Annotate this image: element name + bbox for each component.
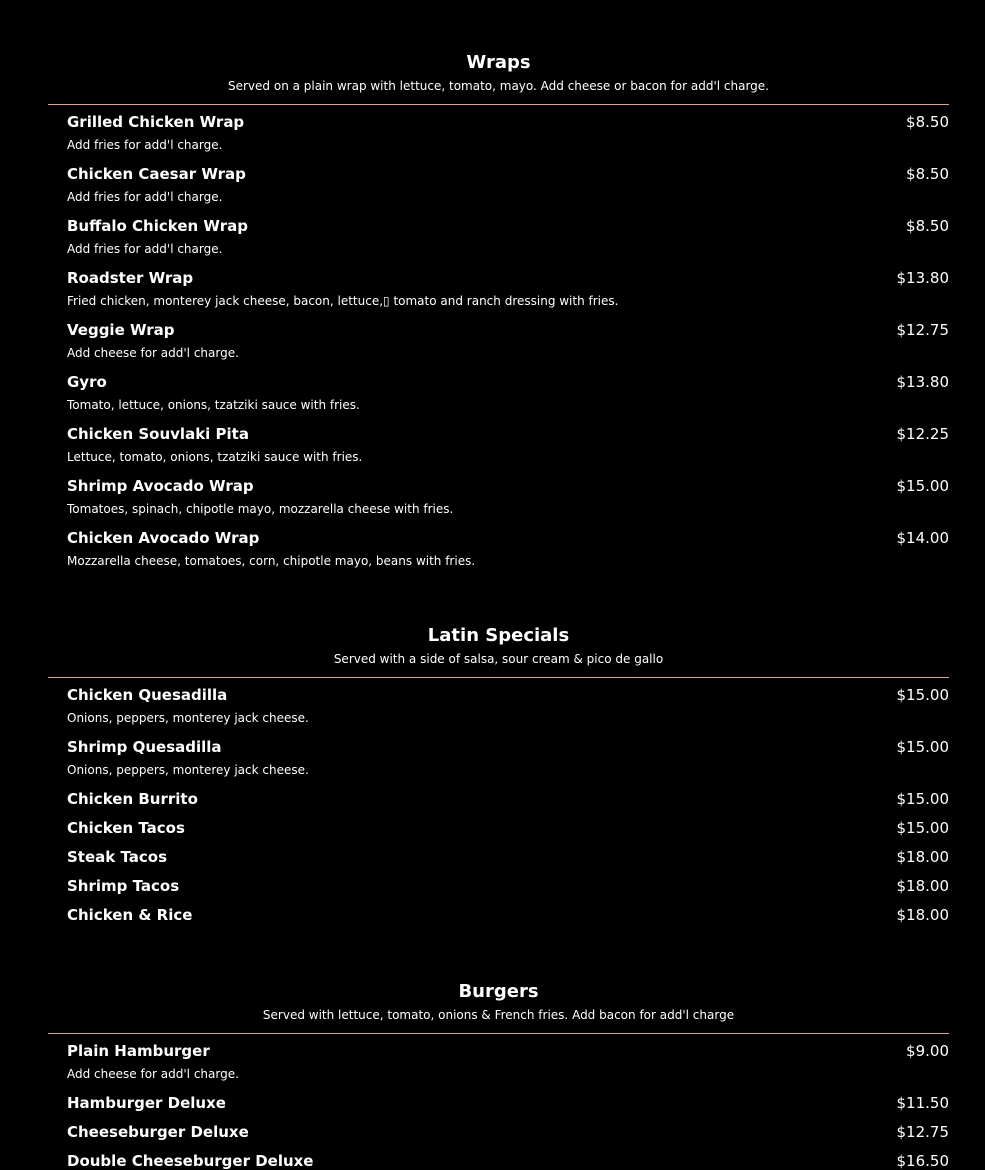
- item-name: Roadster Wrap: [67, 269, 194, 287]
- item-name: Double Cheeseburger Deluxe: [67, 1152, 314, 1170]
- item-price: $18.00: [896, 906, 949, 924]
- item-name: Plain Hamburger: [67, 1042, 210, 1060]
- item-price: $15.00: [896, 686, 949, 704]
- item-price: $12.25: [896, 425, 949, 443]
- item-name: Chicken Caesar Wrap: [67, 165, 246, 183]
- menu-item[interactable]: [48, 738, 949, 778]
- item-name: Cheeseburger Deluxe: [67, 1123, 249, 1141]
- menu-item[interactable]: [48, 819, 949, 837]
- menu-item[interactable]: [48, 1123, 949, 1141]
- item-name: Chicken Tacos: [67, 819, 185, 837]
- item-price: $16.50: [896, 1152, 949, 1170]
- menu-item[interactable]: [48, 269, 949, 309]
- section-header: [48, 625, 949, 667]
- item-price: $15.00: [896, 477, 949, 495]
- menu-item[interactable]: [48, 877, 949, 895]
- item-description: Fried chicken, monterey jack cheese, bacon, lettuce,▯ tomato and ranch dressing with fries.: [67, 294, 619, 308]
- section-divider: [48, 104, 949, 105]
- item-name: Shrimp Avocado Wrap: [67, 477, 254, 495]
- menu-item[interactable]: [48, 373, 949, 413]
- item-description: Add fries for add'l charge.: [67, 138, 223, 152]
- section-divider: [48, 1033, 949, 1034]
- item-price: $18.00: [896, 848, 949, 866]
- item-name: Steak Tacos: [67, 848, 168, 866]
- item-name: Shrimp Quesadilla: [67, 738, 222, 756]
- item-price: $11.50: [896, 1094, 949, 1112]
- menu-item[interactable]: [48, 1152, 949, 1170]
- item-price: $8.50: [906, 217, 949, 235]
- item-description: Onions, peppers, monterey jack cheese.: [67, 711, 309, 725]
- item-name: Chicken & Rice: [67, 906, 193, 924]
- section-title: Latin Specials: [427, 625, 570, 646]
- section-latin-specials: [48, 569, 949, 924]
- item-price: $9.00: [906, 1042, 949, 1060]
- section-burgers: [48, 924, 949, 1170]
- section-wraps: [48, 0, 949, 569]
- item-description: Lettuce, tomato, onions, tzatziki sauce with fries.: [67, 450, 363, 464]
- item-price: $8.50: [906, 165, 949, 183]
- menu-item[interactable]: [48, 321, 949, 361]
- section-title: Wraps: [466, 52, 531, 73]
- item-name: Chicken Souvlaki Pita: [67, 425, 249, 443]
- item-price: $14.00: [896, 529, 949, 547]
- section-title: Burgers: [458, 981, 539, 1002]
- item-price: $15.00: [896, 819, 949, 837]
- item-name: Grilled Chicken Wrap: [67, 113, 245, 131]
- item-price: $15.00: [896, 790, 949, 808]
- item-description: Add cheese for add'l charge.: [67, 1067, 239, 1081]
- item-price: $18.00: [896, 877, 949, 895]
- menu-item[interactable]: [48, 165, 949, 205]
- section-header: [48, 52, 949, 94]
- menu-item[interactable]: [48, 906, 949, 924]
- item-name: Veggie Wrap: [67, 321, 175, 339]
- item-description: Onions, peppers, monterey jack cheese.: [67, 763, 309, 777]
- menu: [48, 0, 949, 1170]
- item-description: Add fries for add'l charge.: [67, 190, 223, 204]
- section-description: Served on a plain wrap with lettuce, tomato, mayo. Add cheese or bacon for add'l charge.: [228, 79, 769, 93]
- section-description: Served with a side of salsa, sour cream & pico de gallo: [333, 652, 664, 666]
- menu-item[interactable]: [48, 217, 949, 257]
- item-name: Chicken Burrito: [67, 790, 198, 808]
- item-description: Add fries for add'l charge.: [67, 242, 223, 256]
- menu-item[interactable]: [48, 848, 949, 866]
- item-description: Add cheese for add'l charge.: [67, 346, 239, 360]
- item-description: Tomatoes, spinach, chipotle mayo, mozzarella cheese with fries.: [67, 502, 454, 516]
- item-price: $8.50: [906, 113, 949, 131]
- item-price: $13.80: [896, 373, 949, 391]
- item-name: Chicken Quesadilla: [67, 686, 228, 704]
- menu-item[interactable]: [48, 790, 949, 808]
- item-description: Mozzarella cheese, tomatoes, corn, chipotle mayo, beans with fries.: [67, 554, 476, 568]
- section-header: [48, 981, 949, 1023]
- item-price: $15.00: [896, 738, 949, 756]
- menu-item[interactable]: [48, 113, 949, 153]
- item-name: Chicken Avocado Wrap: [67, 529, 260, 547]
- menu-item[interactable]: [48, 1042, 949, 1082]
- item-name: Gyro: [67, 373, 107, 391]
- menu-item[interactable]: [48, 425, 949, 465]
- section-description: Served with lettuce, tomato, onions & French fries. Add bacon for add'l charge: [262, 1008, 735, 1022]
- item-name: Buffalo Chicken Wrap: [67, 217, 248, 235]
- item-description: Tomato, lettuce, onions, tzatziki sauce with fries.: [67, 398, 360, 412]
- menu-item[interactable]: [48, 529, 949, 569]
- menu-item[interactable]: [48, 1094, 949, 1112]
- item-price: $12.75: [896, 1123, 949, 1141]
- item-name: Hamburger Deluxe: [67, 1094, 226, 1112]
- item-price: $12.75: [896, 321, 949, 339]
- section-divider: [48, 677, 949, 678]
- menu-item[interactable]: [48, 477, 949, 517]
- menu-item[interactable]: [48, 686, 949, 726]
- item-price: $13.80: [896, 269, 949, 287]
- item-name: Shrimp Tacos: [67, 877, 180, 895]
